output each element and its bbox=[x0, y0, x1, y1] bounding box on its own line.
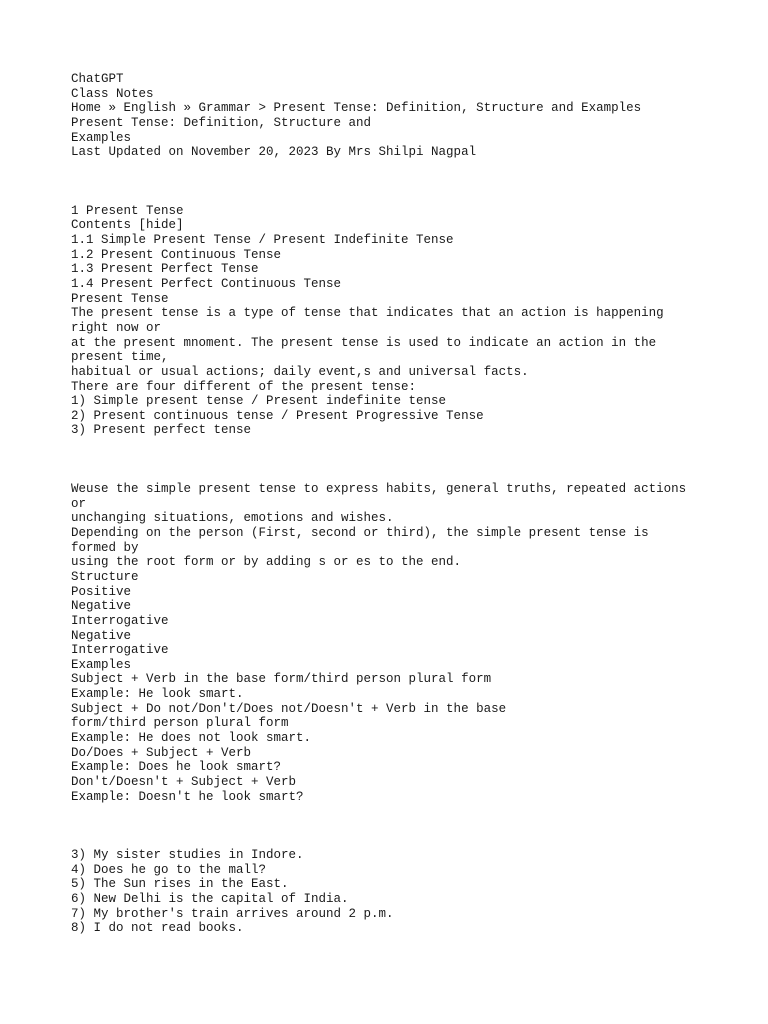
text-line: 1.2 Present Continuous Tense bbox=[71, 247, 282, 262]
text-line: Example: He does not look smart. bbox=[71, 730, 312, 745]
text-line: Negative bbox=[71, 628, 132, 643]
text-line: at the present mnoment. The present tense is used to indicate an action in the bbox=[71, 335, 657, 350]
text-line: Examples bbox=[71, 130, 132, 145]
text-line: 4) Does he go to the mall? bbox=[71, 862, 267, 877]
text-line: 1) Simple present tense / Present indefinite tense bbox=[71, 394, 447, 409]
text-line: There are four different of the present tense: bbox=[71, 379, 417, 394]
text-line: Weuse the simple present tense to express habits, general truths, repeated actions bbox=[71, 482, 687, 497]
text-line: Example: Doesn't he look smart? bbox=[71, 789, 304, 804]
text-line: Example: He look smart. bbox=[71, 687, 244, 702]
text-line: Contents [hide] bbox=[71, 218, 184, 233]
text-line: Interrogative bbox=[71, 643, 169, 658]
text-line: Depending on the person (First, second or third), the simple present tense is bbox=[71, 526, 649, 541]
text-line: 6) New Delhi is the capital of India. bbox=[71, 892, 349, 907]
text-line: 1 Present Tense bbox=[71, 203, 184, 218]
text-line: 8) I do not read books. bbox=[71, 921, 244, 936]
text-line: Last Updated on November 20, 2023 By Mrs Shilpi Nagpal bbox=[71, 145, 477, 160]
text-line: habitual or usual actions; daily event,s and universal facts. bbox=[71, 364, 529, 379]
spacer bbox=[71, 160, 711, 204]
spacer bbox=[71, 438, 711, 482]
present-tense-overview bbox=[71, 204, 711, 438]
text-line: 1.1 Simple Present Tense / Present Indefinite Tense bbox=[71, 233, 454, 248]
text-line: Do/Does + Subject + Verb bbox=[71, 745, 252, 760]
text-line: Don't/Doesn't + Subject + Verb bbox=[71, 774, 297, 789]
text-line: using the root form or by adding s or es to the end. bbox=[71, 555, 462, 570]
text-line: 2) Present continuous tense / Present Progressive Tense bbox=[71, 408, 484, 423]
document-body bbox=[71, 72, 711, 936]
header-block bbox=[71, 72, 711, 160]
text-line: form/third person plural form bbox=[71, 716, 289, 731]
text-line: present time, bbox=[71, 350, 169, 365]
text-line: 7) My brother's train arrives around 2 p.m. bbox=[71, 906, 394, 921]
example-sentences bbox=[71, 848, 711, 936]
text-line: Present Tense: Definition, Structure and bbox=[71, 115, 372, 130]
text-line: 5) The Sun rises in the East. bbox=[71, 877, 289, 892]
text-line: Interrogative bbox=[71, 613, 169, 628]
text-line: Subject + Do not/Don't/Does not/Doesn't + Verb in the base bbox=[71, 701, 507, 716]
text-line: Structure bbox=[71, 569, 139, 584]
text-line: Present Tense bbox=[71, 291, 169, 306]
text-line: or bbox=[71, 496, 87, 511]
text-line: right now or bbox=[71, 320, 162, 335]
text-line: Examples bbox=[71, 657, 132, 672]
text-line: Example: Does he look smart? bbox=[71, 760, 282, 775]
text-line: Positive bbox=[71, 584, 132, 599]
text-line: 3) My sister studies in Indore. bbox=[71, 848, 304, 863]
spacer bbox=[71, 804, 711, 848]
text-line: Subject + Verb in the base form/third person plural form bbox=[71, 672, 492, 687]
text-line: 1.3 Present Perfect Tense bbox=[71, 262, 259, 277]
text-line: 3) Present perfect tense bbox=[71, 423, 252, 438]
text-line: formed by bbox=[71, 540, 139, 555]
text-line: Home » English » Grammar > Present Tense: Definition, Structure and Examples bbox=[71, 101, 642, 116]
simple-present-section bbox=[71, 482, 711, 804]
text-line: Class Notes bbox=[71, 86, 154, 101]
text-line: Negative bbox=[71, 599, 132, 614]
text-line: ChatGPT bbox=[71, 72, 124, 86]
text-line: 1.4 Present Perfect Continuous Tense bbox=[71, 277, 342, 292]
text-line: The present tense is a type of tense that indicates that an action is happening bbox=[71, 306, 664, 321]
text-line: unchanging situations, emotions and wishes. bbox=[71, 511, 394, 526]
